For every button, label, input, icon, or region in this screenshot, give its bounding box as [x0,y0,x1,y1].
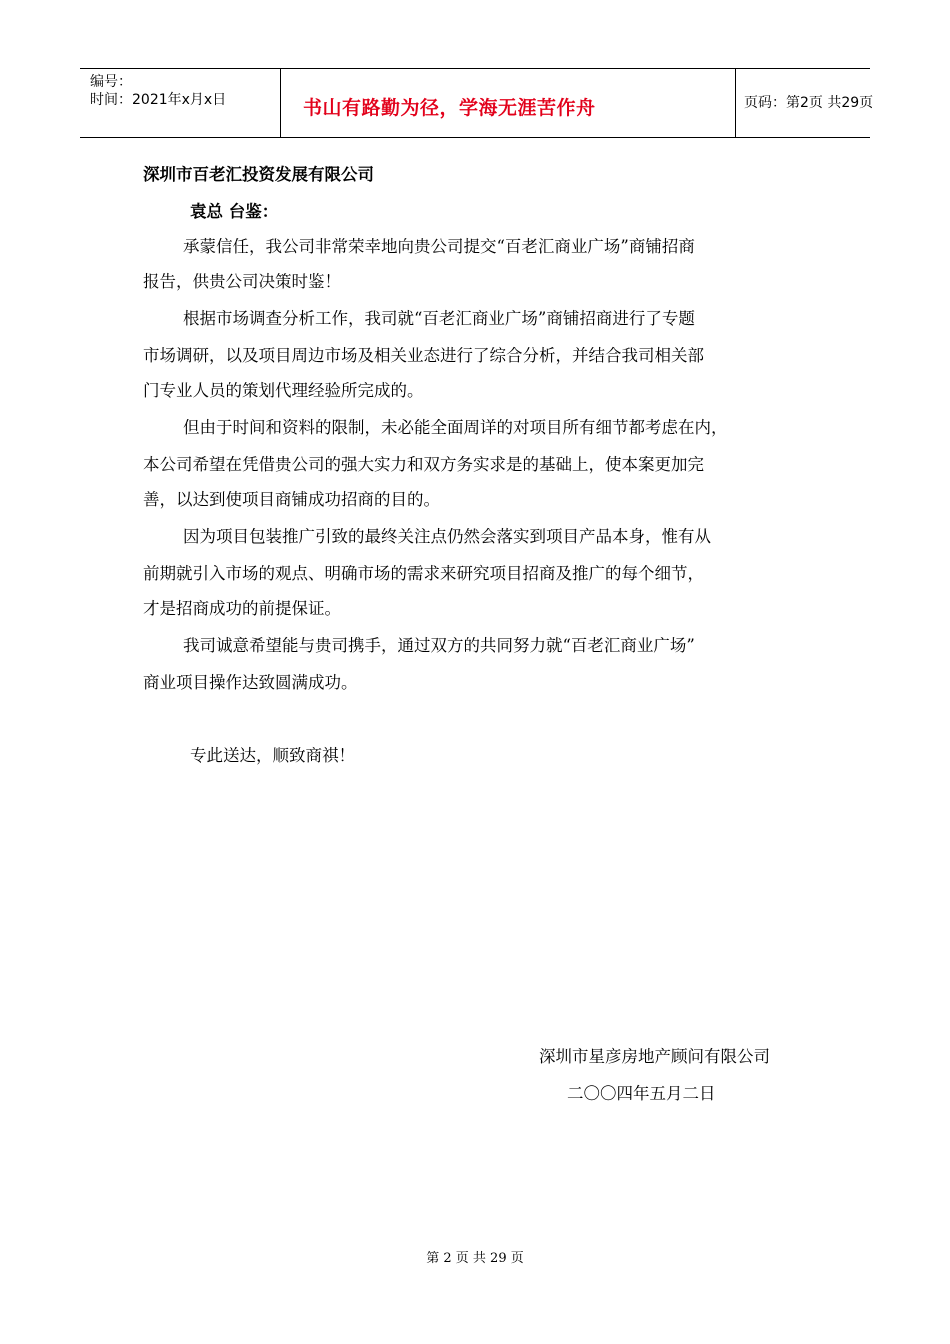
closing-line: 专此送达，顺致商祺！ [190,746,355,765]
signature-company: 深圳市星彦房地产顾问有限公司 [539,1047,770,1066]
header-motto-cell [281,69,736,137]
paragraph-line: 但由于时间和资料的限制，未必能全面周详的对项目所有细节都考虑在内， [183,418,728,437]
paragraph-line: 因为项目包装推广引致的最终关注点仍然会落实到项目产品本身，惟有从 [183,527,711,546]
document-number-label: 编号： [90,74,132,90]
signature-date: 二〇〇四年五月二日 [567,1084,716,1103]
paragraph-line: 报告，供贵公司决策时鉴！ [143,272,341,291]
paragraph-line: 我司诚意希望能与贵司携手，通过双方的共同努力就“百老汇商业广场” [183,636,695,655]
paragraph-line: 才是招商成功的前提保证。 [143,599,341,618]
header-motto: 书山有路勤为径，学海无涯苦作舟 [303,97,596,119]
paragraph-line: 商业项目操作达致圆满成功。 [143,673,358,692]
paragraph-line: 前期就引入市场的观点、明确市场的需求来研究项目招商及推广的每个细节， [143,564,704,583]
paragraph-line: 善，以达到使项目商铺成功招商的目的。 [143,490,440,509]
page-header [80,68,874,138]
paragraph-line: 本公司希望在凭借贵公司的强大实力和双方务实求是的基础上，使本案更加完 [143,455,704,474]
paragraph-line: 根据市场调查分析工作，我司就“百老汇商业广场”商铺招商进行了专题 [183,309,695,328]
paragraph-line: 承蒙信任，我公司非常荣幸地向贵公司提交“百老汇商业广场”商铺招商 [183,237,695,256]
paragraph-line: 市场调研，以及项目周边市场及相关业态进行了综合分析，并结合我司相关部 [143,346,704,365]
page-footer: 第 2 页 共 29 页 [426,1251,524,1266]
salutation: 袁总 台鉴： [190,202,279,221]
header-page-info: 页码：第2页 共29页 [744,95,874,111]
recipient-company: 深圳市百老汇投资发展有限公司 [143,165,374,184]
paragraph-line: 门专业人员的策划代理经验所完成的。 [143,381,424,400]
header-page-cell [736,69,874,137]
document-time-label: 时间：2021年x月x日 [90,92,227,108]
header-info-cell [80,69,281,137]
